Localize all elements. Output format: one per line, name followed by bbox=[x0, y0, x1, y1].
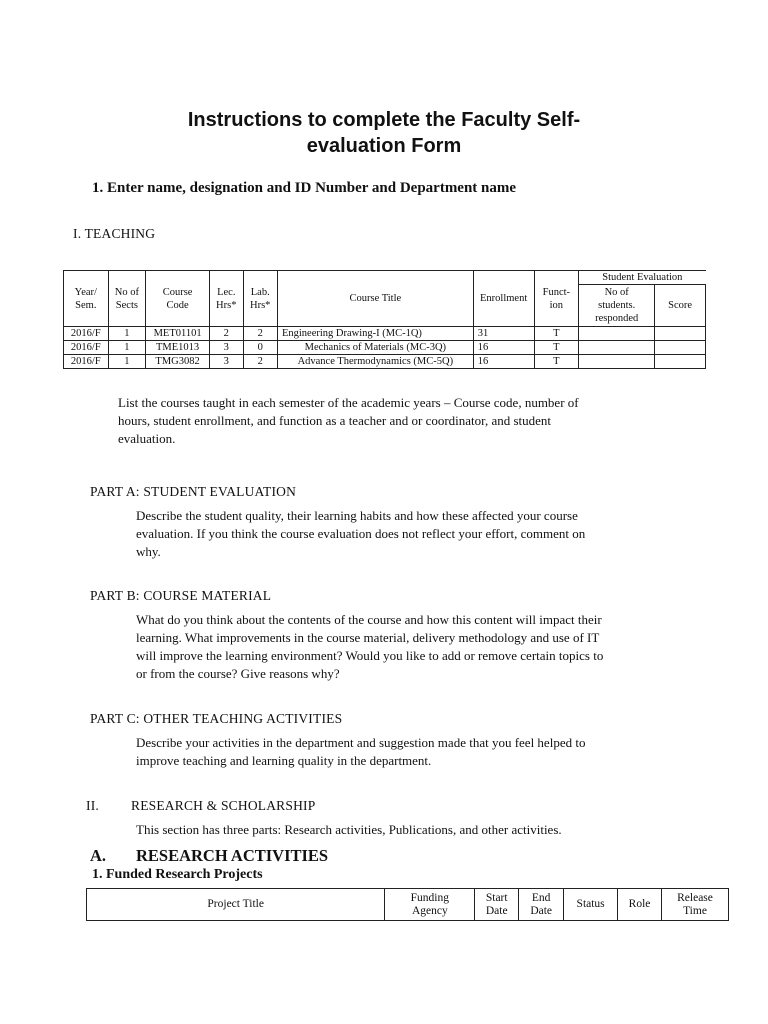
header-lab-hrs: Lab. Hrs* bbox=[243, 271, 277, 327]
text-line: Describe your activities in the department and suggestion made that you feel helped to bbox=[136, 735, 586, 750]
text-line: evaluation. bbox=[118, 431, 176, 446]
cell-year: 2016/F bbox=[64, 355, 109, 369]
table-header-row bbox=[87, 889, 729, 921]
cell-year: 2016/F bbox=[64, 327, 109, 341]
cell-sects: 1 bbox=[108, 355, 146, 369]
cell-score bbox=[655, 355, 706, 369]
table-row bbox=[64, 341, 706, 355]
cell-lec: 2 bbox=[210, 327, 243, 341]
text-line: Describe the student quality, their learning habits and how these affected your course bbox=[136, 508, 578, 523]
cell-code: TME1013 bbox=[146, 341, 210, 355]
part-c-paragraph bbox=[136, 734, 585, 770]
page-title bbox=[0, 107, 768, 159]
text-line: hours, student enrollment, and function as a teacher and or coordinator, and student bbox=[118, 413, 552, 428]
cell-sects: 1 bbox=[108, 327, 146, 341]
header-no-students: No of students. responded bbox=[579, 285, 655, 327]
header-course-code: Course Code bbox=[146, 271, 210, 327]
section-a-letter: A. bbox=[90, 846, 107, 865]
header-funding-agency: Funding Agency bbox=[385, 889, 475, 921]
cell-enroll: 16 bbox=[473, 355, 534, 369]
text-line: why. bbox=[136, 544, 161, 559]
header-student-evaluation: Student Evaluation bbox=[579, 271, 706, 285]
text-line: evaluation. If you think the course evaluation does not reflect your effort, comment on bbox=[136, 526, 586, 541]
text-line: What do you think about the contents of the course and how this content will impact their bbox=[136, 612, 602, 627]
text-line: or from the course? Give reasons why? bbox=[136, 666, 340, 681]
section-a-heading: RESEARCH ACTIVITIES bbox=[136, 846, 329, 865]
header-function: Funct- ion bbox=[534, 271, 579, 327]
section-teaching-heading: I. TEACHING bbox=[73, 226, 156, 241]
section-research-text: This section has three parts: Research activities, Publications, and other activities. bbox=[136, 822, 562, 837]
part-b-paragraph bbox=[136, 611, 603, 683]
cell-lec: 3 bbox=[210, 341, 243, 355]
cell-sects: 1 bbox=[108, 341, 146, 355]
header-status: Status bbox=[564, 889, 618, 921]
header-project-title: Project Title bbox=[87, 889, 385, 921]
cell-title: Mechanics of Materials (MC-3Q) bbox=[277, 341, 473, 355]
part-b-heading: PART B: COURSE MATERIAL bbox=[90, 588, 272, 603]
cell-lab: 2 bbox=[243, 355, 277, 369]
section-research-number: II. bbox=[86, 798, 99, 813]
step-1-heading: 1. Enter name, designation and ID Number and Department name bbox=[92, 180, 517, 196]
cell-score bbox=[655, 327, 706, 341]
section-research-heading: RESEARCH & SCHOLARSHIP bbox=[131, 798, 316, 813]
cell-func: T bbox=[534, 327, 579, 341]
cell-no-students bbox=[579, 355, 655, 369]
part-c-heading: PART C: OTHER TEACHING ACTIVITIES bbox=[90, 711, 343, 726]
cell-lec: 3 bbox=[210, 355, 243, 369]
cell-year: 2016/F bbox=[64, 341, 109, 355]
cell-title: Advance Thermodynamics (MC-5Q) bbox=[277, 355, 473, 369]
research-projects-table bbox=[86, 888, 729, 921]
cell-lab: 2 bbox=[243, 327, 277, 341]
table-row bbox=[64, 327, 706, 341]
cell-no-students bbox=[579, 341, 655, 355]
header-release-time: Release Time bbox=[662, 889, 729, 921]
header-lec-hrs: Lec. Hrs* bbox=[210, 271, 243, 327]
cell-func: T bbox=[534, 341, 579, 355]
header-end-date: End Date bbox=[519, 889, 564, 921]
cell-func: T bbox=[534, 355, 579, 369]
header-role: Role bbox=[618, 889, 662, 921]
cell-title: Engineering Drawing-I (MC-1Q) bbox=[277, 327, 473, 341]
header-start-date: Start Date bbox=[475, 889, 519, 921]
cell-code: MET01101 bbox=[146, 327, 210, 341]
table-row bbox=[64, 355, 706, 369]
header-course-title: Course Title bbox=[277, 271, 473, 327]
cell-no-students bbox=[579, 327, 655, 341]
funded-projects-heading: 1. Funded Research Projects bbox=[92, 867, 263, 882]
header-year: Year/ Sem. bbox=[64, 271, 109, 327]
title-line-2: evaluation Form bbox=[306, 135, 462, 157]
text-line: improve teaching and learning quality in the department. bbox=[136, 753, 432, 768]
cell-enroll: 31 bbox=[473, 327, 534, 341]
title-line-1: Instructions to complete the Faculty Self- bbox=[187, 109, 581, 131]
text-line: learning. What improvements in the course material, delivery methodology and use of IT bbox=[136, 630, 600, 645]
part-a-heading: PART A: STUDENT EVALUATION bbox=[90, 484, 297, 499]
header-enrollment: Enrollment bbox=[473, 271, 534, 327]
cell-enroll: 16 bbox=[473, 341, 534, 355]
header-score: Score bbox=[655, 285, 706, 327]
text-line: will improve the learning environment? Would you like to add or remove certain topics to bbox=[136, 648, 604, 663]
text-line: List the courses taught in each semester of the academic years – Course code, number of bbox=[118, 395, 579, 410]
teaching-table bbox=[63, 270, 706, 369]
list-courses-paragraph bbox=[118, 394, 579, 448]
part-a-paragraph bbox=[136, 507, 585, 561]
header-sects: No of Sects bbox=[108, 271, 146, 327]
cell-lab: 0 bbox=[243, 341, 277, 355]
cell-code: TMG3082 bbox=[146, 355, 210, 369]
cell-score bbox=[655, 341, 706, 355]
